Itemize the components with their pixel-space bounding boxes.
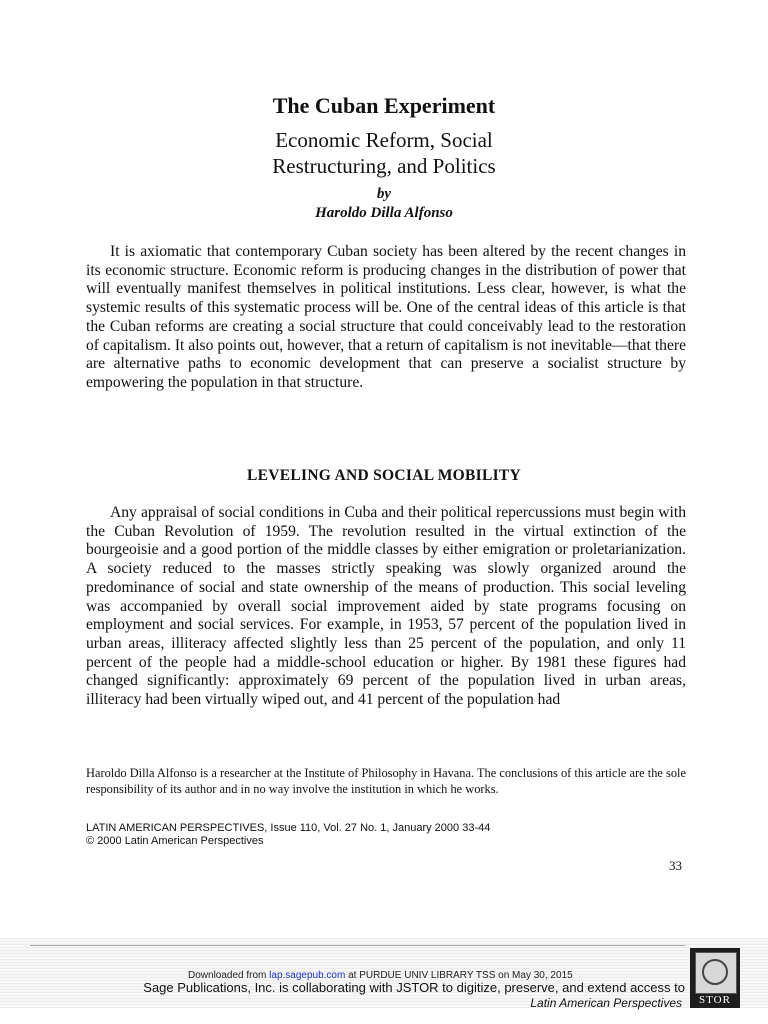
jstor-logo-text: STOR (699, 994, 731, 1006)
jstor-logo[interactable] (690, 948, 740, 1008)
journal-name-link[interactable]: Latin American Perspectives (530, 996, 682, 1010)
body-paragraph: Any appraisal of social conditions in Cuba and their political repercussions must begin with the Cuban Revolution of 1959. The revolution resulted in the virtual extinction of the bourgeoisie and a good portion of the middle classes by either emigration or proletarianization. A society reduced to the masses strictly speaking was slowly organized around the predominance of social and state ownership of the means of production. This social leveling was accompanied by overall social improvement aided by state programs focusing on employment and social services. For example, in 1953, 57 percent of the population lived in urban areas, illiteracy affected slightly less than 25 percent of the population, and only 11 percent of the people had a middle-school education or higher. By 1981 these figures had changed significantly: approximately 69 percent of the population lived in urban areas, illiteracy had been virtually wiped out, and 41 percent of the population had (86, 504, 686, 709)
intro-paragraph: It is axiomatic that contemporary Cuban society has been altered by the recent changes in its economic structure. Economic reform is producing changes in the distribution of power that will eventually manifest themselves in political institutions. Less clear, however, is what the systemic results of this systematic process will be. One of the central ideas of this article is that the Cuban reforms are creating a social structure that could conceivably lead to the restoration of capitalism. It also points out, however, that a return of capitalism is not inevitable—that there are alternative paths to economic development that can preserve a socialist structure by empowering the population in that structure. (86, 243, 686, 391)
download-suffix: at PURDUE UNIV LIBRARY TSS on May 30, 2015 (345, 970, 573, 981)
author-footnote: Haroldo Dilla Alfonso is a researcher at the Institute of Philosophy in Havana. The conclusions of this article are the sole responsibility of its author and in no way involve the institution in which he works. (86, 766, 686, 796)
subtitle-line-1: Economic Reform, Social (275, 128, 493, 152)
journal-citation (86, 822, 686, 848)
article-title: The Cuban Experiment (272, 93, 496, 118)
citation-line: LATIN AMERICAN PERSPECTIVES, Issue 110, Vol. 27 No. 1, January 2000 33-44 (86, 822, 491, 834)
section-heading: LEVELING AND SOCIAL MOBILITY (246, 467, 522, 484)
subtitle-line-2: Restructuring, and Politics (272, 154, 496, 178)
byline (0, 185, 768, 223)
author-name: Haroldo Dilla Alfonso (315, 205, 453, 221)
download-prefix: Downloaded from (188, 970, 270, 981)
jstor-collaboration-notice: Sage Publications, Inc. is collaborating with JSTOR to digitize, preserve, and extend access to (143, 980, 685, 995)
page-number: 33 (669, 858, 682, 873)
by-label: by (376, 186, 392, 202)
footer-divider (30, 945, 685, 946)
emblem-ring-icon (702, 959, 728, 985)
jstor-emblem-icon (695, 952, 737, 994)
article-subtitle (0, 127, 768, 179)
copyright-line: © 2000 Latin American Perspectives (86, 835, 264, 847)
download-link[interactable]: lap.sagepub.com (269, 970, 346, 981)
